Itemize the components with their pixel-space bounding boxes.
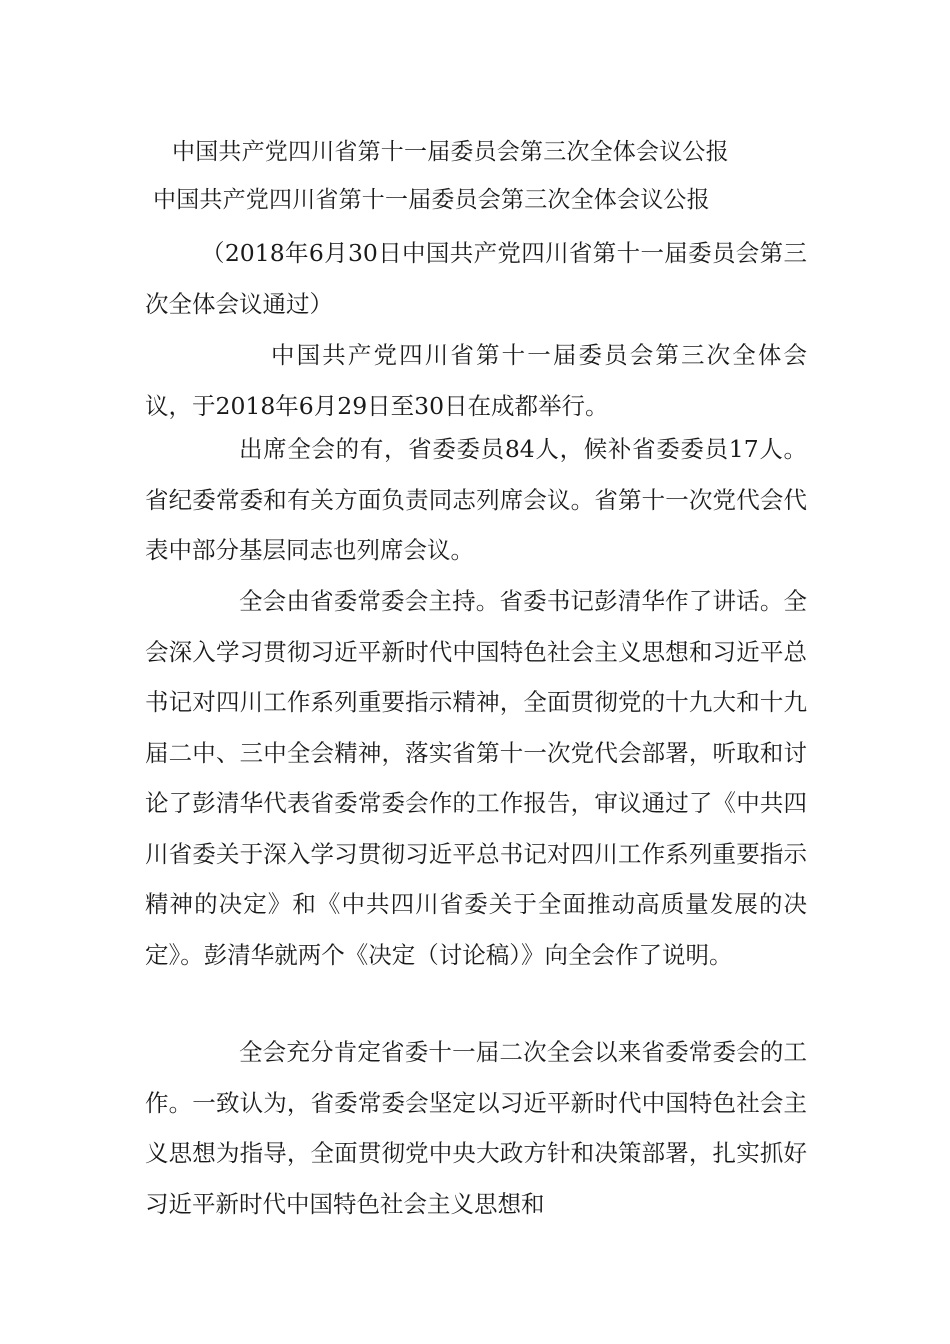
adoption-note: （2018年6月30日中国共产党四川省第十一届委员会第三次全体会议通过） — [145, 239, 807, 318]
document-title: 中国共产党四川省第十一届委员会第三次全体会议公报 — [172, 139, 729, 165]
paragraph-affirmation: 全会充分肯定省委十一届二次全会以来省委常委会的工作。一致认为，省委常委会坚定以习近平新时代中国特色社会主义思想为指导，全面贯彻党中央大政方针和决策部署，扎实抓好习近平新时代中国特色社会主义思想和 — [145, 1038, 807, 1218]
paragraph-attendance: 出席全会的有，省委委员84人，候补省委委员17人。省纪委常委和有关方面负责同志列席会议。省第十一次党代会代表中部分基层同志也列席会议。 — [145, 435, 807, 564]
paragraph-meeting-info: 中国共产党四川省第十一届委员会第三次全体会议，于2018年6月29日至30日在成都举行。 — [145, 341, 807, 420]
document-subtitle: 中国共产党四川省第十一届委员会第三次全体会议公报 — [153, 187, 710, 213]
paragraph-proceedings: 全会由省委常委会主持。省委书记彭清华作了讲话。全会深入学习贯彻习近平新时代中国特色社会主义思想和习近平总书记对四川工作系列重要指示精神，全面贯彻党的十九大和十九届二中、三中全会精神，落实省第十一次党代会部署，听取和讨论了彭清华代表省委常委会作的工作报告，审议通过了《中共四川省委关于深入学习贯彻习近平总书记对四川工作系列重要指示精神的决定》和《中共四川省委关于全面推动高质量发展的决定》。彭清华就两个《决定（讨论稿）》向全会作了说明。 — [145, 587, 807, 969]
